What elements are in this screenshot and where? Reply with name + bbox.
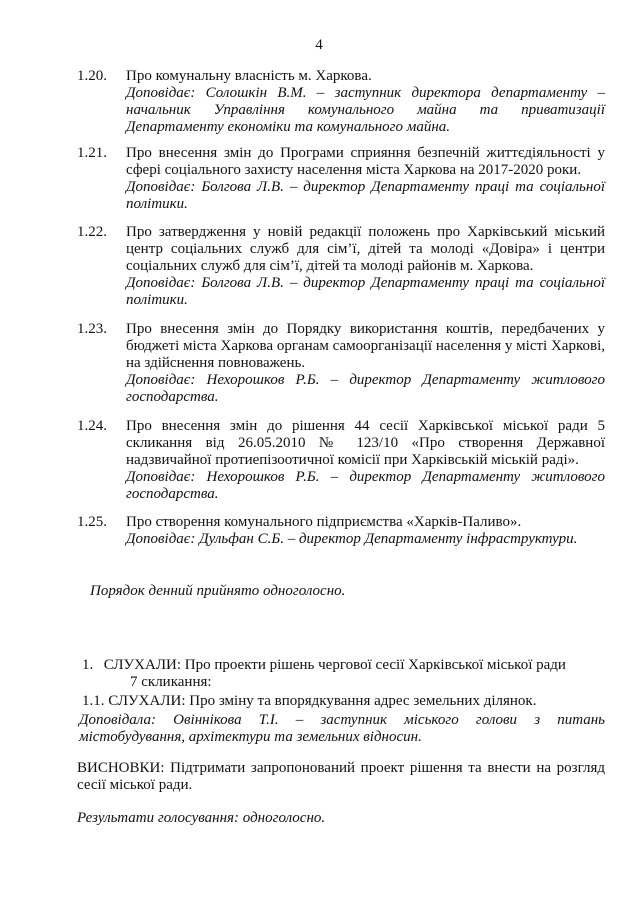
voting-results: Результати голосування: одноголосно. — [77, 810, 326, 826]
item-title: Про створення комунального підприємства «Харків-Паливо». — [126, 514, 522, 530]
heard-sub-item: 1.1. СЛУХАЛИ: Про зміну та впорядкування адрес земельних ділянок. — [82, 693, 537, 709]
heard-text-continued: 7 скликання: — [130, 674, 212, 690]
agenda-item-1-25 — [77, 514, 605, 548]
item-title: Про внесення змін до Програми сприяння безпечній життєдіяльності у сфері соціального захисту населення міста Харкова на 2017-2020 роки. — [126, 145, 605, 178]
conclusion: ВИСНОВКИ: Підтримати запропонований проект рішення та внести на розгляд сесії міської ради. — [77, 760, 605, 793]
sub-item-speaker: Доповідала: Овіннікова Т.І. – заступник міського голови з питань містобудування, архітектури та земельних відносин. — [79, 712, 605, 745]
item-title: Про комунальну власність м. Харкова. — [126, 68, 372, 84]
item-speaker: Доповідає: Дульфан С.Б. – директор Департаменту інфраструктури. — [126, 531, 578, 547]
agenda-item-1-20 — [77, 68, 605, 136]
item-speaker: Доповідає: Нехорошков Р.Б. – директор Департаменту житлового господарства. — [126, 372, 605, 405]
item-number: 1.21. — [77, 145, 107, 161]
agenda-item-1-23 — [77, 321, 605, 406]
item-speaker: Доповідає: Болгова Л.В. – директор Департаменту праці та соціальної політики. — [126, 179, 605, 212]
item-speaker: Доповідає: Солошкін В.М. – заступник директора департаменту – начальник Управління комунального майна та приватизації Департаменту економіки та комунального майна. — [126, 85, 605, 135]
item-title: Про внесення змін до Порядку використання коштів, передбачених у бюджеті міста Харкова органам самоорганізації населення у місті Харкові, на здійснення повноважень. — [126, 321, 605, 371]
item-number: 1.22. — [77, 224, 107, 240]
heard-number: 1. — [82, 657, 94, 673]
item-number: 1.25. — [77, 514, 107, 530]
agenda-item-1-21 — [77, 145, 605, 213]
item-number: 1.20. — [77, 68, 107, 84]
page-number: 4 — [315, 37, 323, 53]
item-speaker: Доповідає: Болгова Л.В. – директор Департаменту праці та соціальної політики. — [126, 275, 605, 308]
agenda-item-1-24 — [77, 418, 605, 503]
item-speaker: Доповідає: Нехорошков Р.Б. – директор Департаменту житлового господарства. — [126, 469, 605, 502]
heard-section — [82, 657, 605, 691]
heard-text: СЛУХАЛИ: Про проекти рішень чергової сесії Харківської міської ради — [103, 657, 566, 673]
item-title: Про затвердження у новій редакції положень про Харківський міський центр соціальних служб для сім’ї, дітей та молоді «Довіра» і центри соціальних служб для сім’ї, дітей та молоді районів м. Харкова. — [126, 224, 605, 274]
item-number: 1.23. — [77, 321, 107, 337]
agenda-approved-note: Порядок денний прийнято одноголосно. — [90, 583, 346, 599]
item-number: 1.24. — [77, 418, 107, 434]
item-title: Про внесення змін до рішення 44 сесії Харківської міської ради 5 скликання від 26.05.2010 № 123/10 «Про створення Державної надзвичайної протиепізоотичної комісії при Харківській міській раді». — [126, 418, 605, 468]
agenda-item-1-22 — [77, 224, 605, 309]
